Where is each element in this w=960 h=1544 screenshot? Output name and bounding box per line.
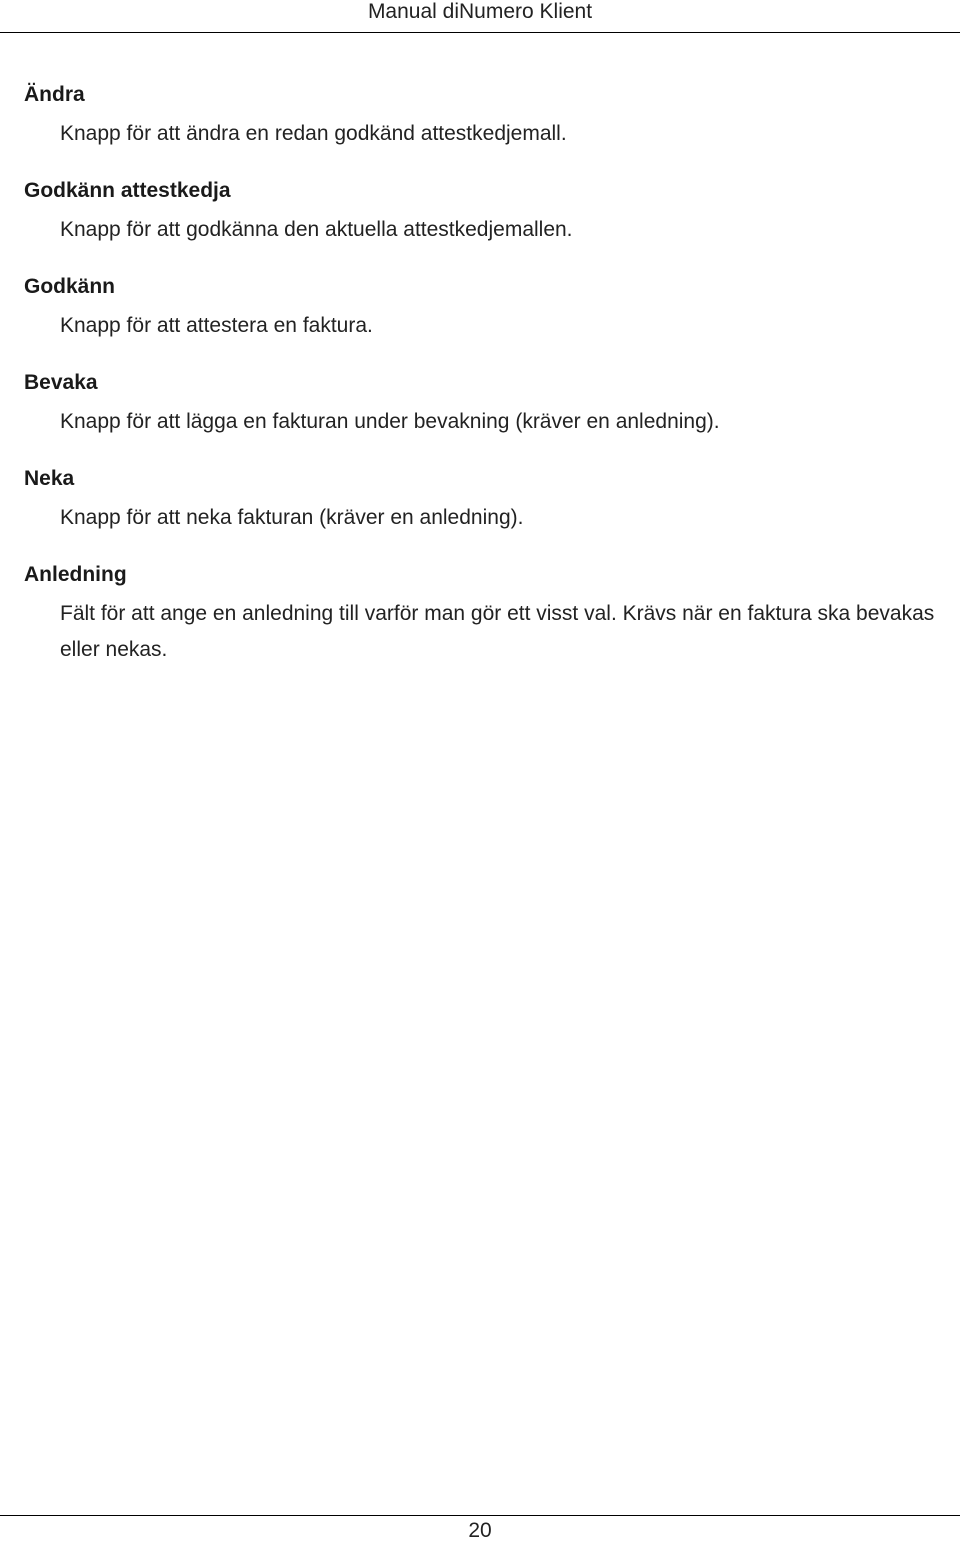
definition-list [24, 80, 936, 692]
definition-description: Knapp för att lägga en fakturan under bevakning (kräver en anledning). [60, 410, 720, 433]
page-footer [0, 1515, 960, 1544]
page-number: 20 [468, 1519, 492, 1542]
definition-term: Neka [24, 467, 75, 490]
definition-item [24, 272, 936, 344]
definition-item [24, 80, 936, 152]
definition-term: Ändra [24, 83, 85, 106]
definition-item [24, 368, 936, 440]
definition-description: Knapp för att attestera en faktura. [60, 314, 373, 337]
definition-description: Knapp för att neka fakturan (kräver en anledning). [60, 506, 524, 529]
definition-term: Godkänn [24, 275, 116, 298]
definition-term: Godkänn attestkedja [24, 179, 231, 202]
definition-description: Fält för att ange en anledning till varför man gör ett visst val. Krävs när en faktura ska bevakas eller nekas. [60, 602, 935, 661]
definition-item [24, 464, 936, 536]
definition-term: Anledning [24, 563, 127, 586]
definition-item [24, 176, 936, 248]
definition-description: Knapp för att ändra en redan godkänd attestkedjemall. [60, 122, 567, 145]
definition-description: Knapp för att godkänna den aktuella attestkedjemallen. [60, 218, 573, 241]
page-header [0, 0, 960, 33]
definition-term: Bevaka [24, 371, 98, 394]
definition-item [24, 560, 936, 668]
document-title: Manual diNumero Klient [367, 0, 593, 23]
